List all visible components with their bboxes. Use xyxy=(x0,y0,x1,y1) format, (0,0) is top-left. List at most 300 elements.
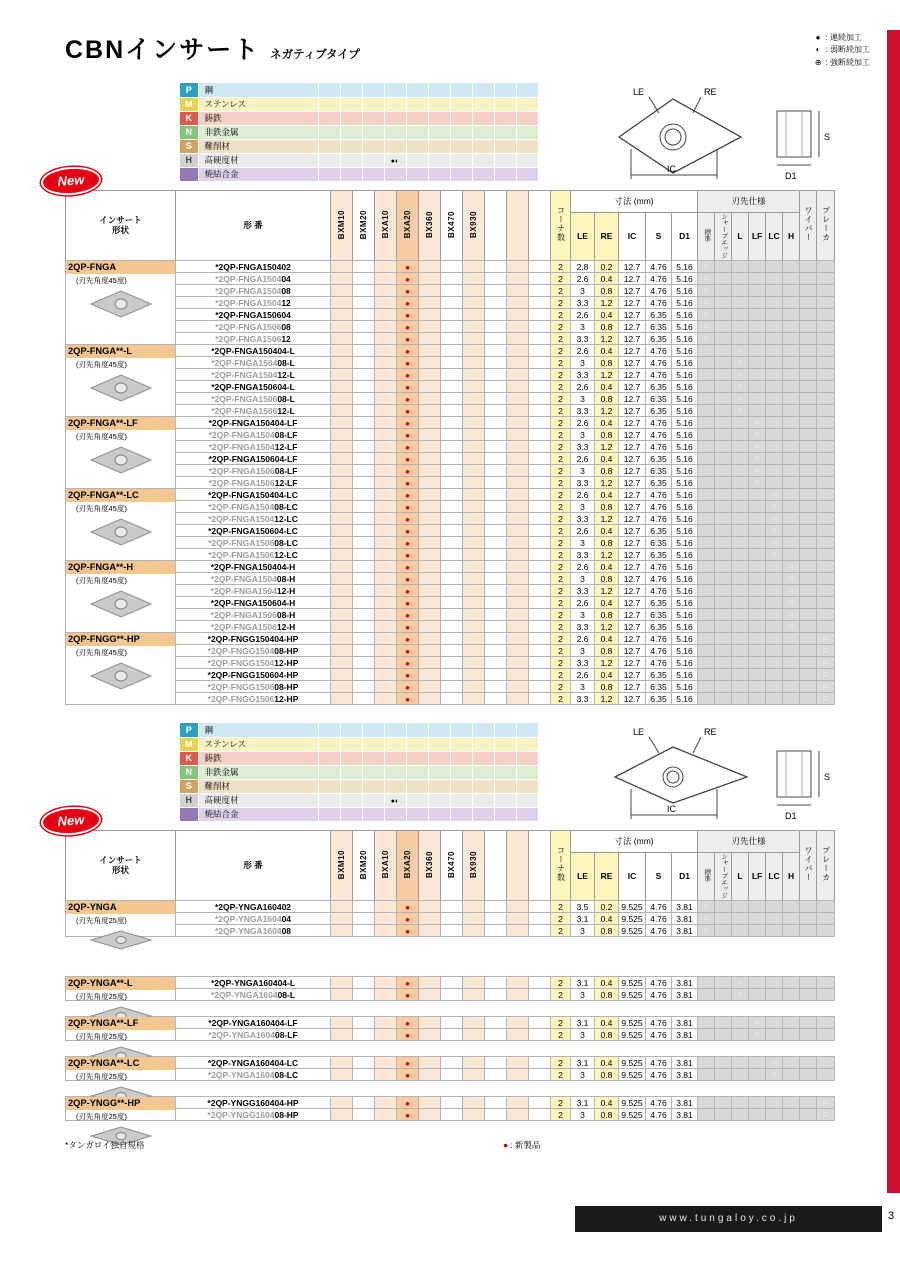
table-row xyxy=(66,441,835,453)
col-header-sharp-edge: シャープエッジ xyxy=(715,212,732,261)
dim-le: 3 xyxy=(571,357,595,369)
part-number: *2QP-FNGA150412 xyxy=(176,297,331,309)
new-product-dot-icon: ● xyxy=(405,1110,410,1120)
dim-le: 3 xyxy=(571,1069,595,1081)
table-row xyxy=(66,1017,835,1029)
dim-le: 2.6 xyxy=(571,525,595,537)
corner-count: 2 xyxy=(551,525,571,537)
group-angle-note: (刃先角度45度) xyxy=(76,648,127,658)
dim-s: 4.76 xyxy=(646,633,672,645)
col-header-grade xyxy=(529,830,551,901)
new-product-dot-icon: ● xyxy=(405,346,410,356)
corner-count: 2 xyxy=(551,669,571,681)
dim-d1: 3.81 xyxy=(672,1097,698,1109)
corner-count: 2 xyxy=(551,681,571,693)
table-row xyxy=(66,1029,835,1041)
dim-s: 6.35 xyxy=(646,453,672,465)
spec-circle-icon: ○ xyxy=(737,989,743,1001)
corner-count: 2 xyxy=(551,333,571,345)
dim-s: 4.76 xyxy=(646,977,672,989)
corner-count: 2 xyxy=(551,657,571,669)
dim-d1: 5.16 xyxy=(672,693,698,705)
table-row xyxy=(66,621,835,633)
machining-legend-item: ◐ : 弱断続加工 xyxy=(813,44,870,56)
part-number: *2QP-FNGA150612-LC xyxy=(176,549,331,561)
dim-s: 4.76 xyxy=(646,585,672,597)
dim-d1: 5.16 xyxy=(672,441,698,453)
col-header-grade: BX470 xyxy=(441,190,463,261)
new-product-dot-icon: ● xyxy=(405,262,410,272)
spec-circle-icon: ○ xyxy=(737,405,743,417)
new-product-dot-icon: ● xyxy=(405,274,410,284)
new-product-dot-icon: ● xyxy=(405,298,410,308)
part-number: *2QP-FNGA150412-LC xyxy=(176,513,331,525)
dim-ic: 12.7 xyxy=(619,633,646,645)
dim-d1: 5.16 xyxy=(672,537,698,549)
insert-photo-svg xyxy=(89,289,153,319)
insert-group-table xyxy=(65,344,835,417)
dim-ic: 12.7 xyxy=(619,273,646,285)
dim-ic: 12.7 xyxy=(619,513,646,525)
part-number: *2QP-FNGG150604-HP xyxy=(176,669,331,681)
insert-group-table xyxy=(65,632,835,705)
group-angle-note: (刃先角度45度) xyxy=(76,504,127,514)
dim-re: 0.4 xyxy=(595,345,619,357)
dim-d1: 3.81 xyxy=(672,1017,698,1029)
spec-circle-icon: ○ xyxy=(788,597,794,609)
spec-circle-icon: ○ xyxy=(788,621,794,633)
group-angle-note: (刃先角度45度) xyxy=(76,276,127,286)
corner-count: 2 xyxy=(551,989,571,1001)
part-number: *2QP-YNGA160404 xyxy=(176,913,331,925)
dim-s: 4.76 xyxy=(646,273,672,285)
dim-s: 4.76 xyxy=(646,645,672,657)
new-product-dot-icon: ● xyxy=(405,514,410,524)
corner-count: 2 xyxy=(551,561,571,573)
material-code-badge: N xyxy=(180,125,198,139)
dim-ic: 9.525 xyxy=(619,913,646,925)
dim-s: 4.76 xyxy=(646,1057,672,1069)
dim-d1: 5.16 xyxy=(672,669,698,681)
table-row xyxy=(66,989,835,1001)
material-label: 非鉄金属 xyxy=(198,765,318,779)
dim-re: 0.4 xyxy=(595,525,619,537)
machining-symbol-icon: ● xyxy=(815,33,821,42)
table-row xyxy=(66,1097,835,1109)
material-row xyxy=(180,737,538,751)
new-product-dot-icon: ● xyxy=(405,574,410,584)
dim-s: 4.76 xyxy=(646,489,672,501)
group-name: 2QP-FNGA xyxy=(66,261,175,274)
spec-circle-icon: ○ xyxy=(771,1069,777,1081)
table-row xyxy=(66,1057,835,1069)
new-product-dot-icon: ● xyxy=(405,1098,410,1108)
dim-s: 4.76 xyxy=(646,573,672,585)
dim-re: 0.8 xyxy=(595,925,619,937)
dim-re: 0.4 xyxy=(595,633,619,645)
machining-marks: ●◐ xyxy=(390,158,400,166)
group-name: 2QP-FNGA**-LC xyxy=(66,489,175,502)
material-code-badge: K xyxy=(180,751,198,765)
dim-d1: 5.16 xyxy=(672,681,698,693)
dim-ic: 12.7 xyxy=(619,393,646,405)
insert-photo-svg xyxy=(89,589,153,619)
spec-circle-icon: ○ xyxy=(703,901,709,913)
new-product-dot-icon: ● xyxy=(405,286,410,296)
corner-count: 2 xyxy=(551,609,571,621)
footnote: *タンガロイ独自規格 xyxy=(65,1140,145,1151)
material-label: ステンレス xyxy=(198,737,318,751)
dim-le: 3 xyxy=(571,1109,595,1121)
corner-count: 2 xyxy=(551,381,571,393)
insert-group-table xyxy=(65,1096,835,1121)
dim-s: 4.76 xyxy=(646,1029,672,1041)
dim-s: 6.35 xyxy=(646,477,672,489)
group-name: 2QP-YNGA**-LC xyxy=(66,1057,175,1070)
dim-ic: 12.7 xyxy=(619,525,646,537)
part-number: *2QP-FNGG150404-HP xyxy=(176,633,331,645)
col-header-dim: IC xyxy=(619,212,646,261)
corner-count: 2 xyxy=(551,429,571,441)
dim-re: 0.8 xyxy=(595,501,619,513)
dim-le: 3 xyxy=(571,681,595,693)
col-header-grade: BXM20 xyxy=(353,190,375,261)
spec-circle-icon: ○ xyxy=(822,681,829,693)
insert-shape-cell xyxy=(66,1017,176,1041)
corner-count: 2 xyxy=(551,1029,571,1041)
insert-photo-svg xyxy=(89,661,153,691)
dim-s: 4.76 xyxy=(646,513,672,525)
dim-s: 4.76 xyxy=(646,261,672,273)
dim-le: 2.8 xyxy=(571,261,595,273)
part-number: *2QP-YNGG160404-HP xyxy=(176,1097,331,1109)
section-ynga-inserts xyxy=(57,723,837,1122)
corner-count: 2 xyxy=(551,297,571,309)
dim-le: 3 xyxy=(571,1029,595,1041)
dim-ic: 12.7 xyxy=(619,501,646,513)
corner-count: 2 xyxy=(551,477,571,489)
table-row xyxy=(66,913,835,925)
dim-ic: 12.7 xyxy=(619,357,646,369)
corner-count: 2 xyxy=(551,633,571,645)
insert-photo xyxy=(66,373,175,405)
dim-re: 0.8 xyxy=(595,573,619,585)
dim-le: 3.1 xyxy=(571,913,595,925)
insert-shape-cell xyxy=(66,561,176,633)
spec-circle-icon: ○ xyxy=(822,657,829,669)
table-row xyxy=(66,561,835,573)
group-angle-note: (刃先角度45度) xyxy=(76,576,127,586)
material-code-badge: P xyxy=(180,83,198,97)
corner-count: 2 xyxy=(551,1069,571,1081)
material-label: 鋼 xyxy=(198,723,318,737)
dim-le: 3 xyxy=(571,501,595,513)
dim-le: 3.3 xyxy=(571,333,595,345)
part-number: *2QP-YNGA160408 xyxy=(176,925,331,937)
col-header-dim: IC xyxy=(619,852,646,901)
insert-shape-cell xyxy=(66,1097,176,1121)
dim-s: 4.76 xyxy=(646,913,672,925)
spec-circle-icon: ○ xyxy=(822,645,829,657)
spec-circle-icon: ○ xyxy=(703,261,709,273)
dim-s: 4.76 xyxy=(646,369,672,381)
spec-circle-icon: ○ xyxy=(788,561,794,573)
dim-d1: 5.16 xyxy=(672,297,698,309)
dim-re: 0.4 xyxy=(595,489,619,501)
dim-ic: 12.7 xyxy=(619,621,646,633)
insert-shape-cell xyxy=(66,1057,176,1081)
new-product-dot-icon: ● xyxy=(405,454,410,464)
material-code-badge: M xyxy=(180,737,198,751)
insert-shape-cell xyxy=(66,901,176,937)
new-product-dot-icon: ● xyxy=(405,478,410,488)
part-number: *2QP-FNGA150604-LC xyxy=(176,525,331,537)
insert-group-table xyxy=(65,416,835,489)
table-row xyxy=(66,285,835,297)
col-header-spec: L xyxy=(732,852,749,901)
dim-s: 6.35 xyxy=(646,309,672,321)
corner-count: 2 xyxy=(551,513,571,525)
dim-le: 2.6 xyxy=(571,597,595,609)
material-label: 鋳鉄 xyxy=(198,111,318,125)
corner-count: 2 xyxy=(551,405,571,417)
corner-count: 2 xyxy=(551,597,571,609)
corner-count: 2 xyxy=(551,645,571,657)
part-number: *2QP-FNGA150604-LF xyxy=(176,453,331,465)
dim-s: 6.35 xyxy=(646,333,672,345)
dim-d1: 5.16 xyxy=(672,597,698,609)
dim-re: 1.2 xyxy=(595,513,619,525)
part-number: *2QP-FNGG150612-HP xyxy=(176,693,331,705)
corner-count: 2 xyxy=(551,321,571,333)
corner-count: 2 xyxy=(551,1097,571,1109)
new-product-dot-icon: ● xyxy=(405,466,410,476)
part-number: *2QP-FNGA150612-L xyxy=(176,405,331,417)
spec-circle-icon: ○ xyxy=(788,573,794,585)
spec-circle-icon: ○ xyxy=(703,333,709,345)
part-number: *2QP-YNGA160402 xyxy=(176,901,331,913)
col-header-sharp-edge: シャープエッジ xyxy=(715,852,732,901)
col-header-shape: インサート 形状 xyxy=(66,190,176,261)
dim-s: 4.76 xyxy=(646,1109,672,1121)
insert-photo xyxy=(66,661,175,693)
dim-s: 6.35 xyxy=(646,381,672,393)
dim-ic: 12.7 xyxy=(619,609,646,621)
col-header-grade: BX470 xyxy=(441,830,463,901)
material-row xyxy=(180,153,538,167)
table-row xyxy=(66,609,835,621)
new-product-dot-icon: ● xyxy=(405,490,410,500)
table-row xyxy=(66,977,835,989)
insert-photo xyxy=(66,289,175,321)
insert-group-table xyxy=(65,260,835,345)
material-label: 焼結合金 xyxy=(198,807,318,821)
corner-count: 2 xyxy=(551,489,571,501)
table-row xyxy=(66,345,835,357)
col-header-dim: D1 xyxy=(672,212,698,261)
table-row xyxy=(66,381,835,393)
new-product-dot-icon: ● xyxy=(405,502,410,512)
table-header xyxy=(65,830,835,902)
dim-le: 2.6 xyxy=(571,489,595,501)
dim-d1: 5.16 xyxy=(672,321,698,333)
dim-ic: 9.525 xyxy=(619,977,646,989)
part-number: *2QP-FNGA150408-LF xyxy=(176,429,331,441)
dim-s: 4.76 xyxy=(646,357,672,369)
table-row xyxy=(66,309,835,321)
dim-s: 4.76 xyxy=(646,345,672,357)
dim-d1: 3.81 xyxy=(672,1069,698,1081)
table-row xyxy=(66,525,835,537)
material-label: 高硬度材 xyxy=(198,153,318,167)
dim-re: 1.2 xyxy=(595,297,619,309)
new-product-dot-icon: ● xyxy=(405,394,410,404)
table-row xyxy=(66,273,835,285)
col-header-wiper: ワイパー xyxy=(800,190,817,261)
machining-type-legend xyxy=(813,32,870,69)
dim-re: 0.4 xyxy=(595,977,619,989)
spec-circle-icon: ○ xyxy=(703,285,709,297)
new-product-dot-icon: ● xyxy=(405,622,410,632)
table-row xyxy=(66,1109,835,1121)
dim-le: 3 xyxy=(571,537,595,549)
corner-count: 2 xyxy=(551,357,571,369)
dim-le: 3.1 xyxy=(571,977,595,989)
col-header-spec: L xyxy=(732,212,749,261)
group-angle-note: (刃先角度25度) xyxy=(76,1112,127,1122)
part-number: *2QP-YNGA160408-LF xyxy=(176,1029,331,1041)
dim-le: 3.5 xyxy=(571,901,595,913)
table-row xyxy=(66,357,835,369)
corner-count: 2 xyxy=(551,465,571,477)
col-header-grade: BX360 xyxy=(419,830,441,901)
material-row xyxy=(180,793,538,807)
col-header-standard: 標準 xyxy=(698,212,715,261)
col-header-standard: 標準 xyxy=(698,852,715,901)
part-number: *2QP-FNGG150408-HP xyxy=(176,645,331,657)
new-product-dot-icon: ● xyxy=(405,1018,410,1028)
insert-photo-svg xyxy=(89,517,153,547)
new-product-dot-icon: ● xyxy=(405,562,410,572)
dim-s: 6.35 xyxy=(646,681,672,693)
dim-le: 3.3 xyxy=(571,513,595,525)
page-title: CBNインサート xyxy=(65,36,261,64)
dim-ic: 12.7 xyxy=(619,681,646,693)
dim-s: 6.35 xyxy=(646,393,672,405)
col-header-grade: BX360 xyxy=(419,190,441,261)
spec-circle-icon: ○ xyxy=(771,501,777,513)
col-header-spec: H xyxy=(783,212,800,261)
new-product-dot-icon: ● xyxy=(405,538,410,548)
table-row xyxy=(66,477,835,489)
dim-s: 6.35 xyxy=(646,465,672,477)
part-number: *2QP-FNGA150402 xyxy=(176,261,331,273)
col-header-grade xyxy=(485,190,507,261)
insert-photo-svg xyxy=(89,373,153,403)
group-name: 2QP-YNGA**-L xyxy=(66,977,175,990)
dim-ic: 12.7 xyxy=(619,405,646,417)
part-number: *2QP-FNGA150612-LF xyxy=(176,477,331,489)
corner-count: 2 xyxy=(551,1057,571,1069)
svg-text:IC: IC xyxy=(667,804,676,815)
col-header-dim: RE xyxy=(595,212,619,261)
machining-legend-item: ⊕ : 強断続加工 xyxy=(813,57,870,69)
new-product-dot-icon: ● xyxy=(503,1140,509,1151)
dim-re: 0.8 xyxy=(595,1029,619,1041)
dim-d1: 5.16 xyxy=(672,405,698,417)
dim-d1: 5.16 xyxy=(672,453,698,465)
part-number: *2QP-YNGG160408-HP xyxy=(176,1109,331,1121)
part-number: *2QP-FNGA150404-L xyxy=(176,345,331,357)
dim-d1: 5.16 xyxy=(672,393,698,405)
dim-d1: 5.16 xyxy=(672,261,698,273)
insert-dimension-diagram xyxy=(607,723,862,823)
corner-count: 2 xyxy=(551,925,571,937)
col-header-dim: LE xyxy=(571,852,595,901)
spec-circle-icon: ○ xyxy=(737,393,743,405)
dim-re: 0.8 xyxy=(595,989,619,1001)
spec-circle-icon: ○ xyxy=(703,321,709,333)
spec-circle-icon: ○ xyxy=(737,357,743,369)
dim-ic: 12.7 xyxy=(619,669,646,681)
table-row xyxy=(66,657,835,669)
material-row xyxy=(180,83,538,97)
dim-le: 3 xyxy=(571,925,595,937)
insert-group-table xyxy=(65,1016,835,1041)
dim-ic: 12.7 xyxy=(619,429,646,441)
dim-re: 0.4 xyxy=(595,309,619,321)
corner-count: 2 xyxy=(551,309,571,321)
col-header-grade: BXM10 xyxy=(331,190,353,261)
col-header-dim: RE xyxy=(595,852,619,901)
part-number: *2QP-FNGA150604-L xyxy=(176,381,331,393)
group-angle-note: (刃先角度45度) xyxy=(76,360,127,370)
material-label: 非鉄金属 xyxy=(198,125,318,139)
dim-re: 0.8 xyxy=(595,681,619,693)
new-product-dot-icon: ● xyxy=(405,586,410,596)
new-product-dot-icon: ● xyxy=(405,646,410,656)
spec-circle-icon: ○ xyxy=(737,977,743,989)
corner-count: 2 xyxy=(551,273,571,285)
insert-group-table xyxy=(65,488,835,561)
insert-shape-cell xyxy=(66,417,176,489)
dim-d1: 5.16 xyxy=(672,489,698,501)
dim-le: 3.3 xyxy=(571,621,595,633)
corner-count: 2 xyxy=(551,621,571,633)
dim-ic: 12.7 xyxy=(619,381,646,393)
corner-count: 2 xyxy=(551,1109,571,1121)
svg-text:S: S xyxy=(824,772,831,783)
dim-s: 4.76 xyxy=(646,501,672,513)
dim-ic: 12.7 xyxy=(619,657,646,669)
spec-circle-icon: ○ xyxy=(771,525,777,537)
dim-s: 6.35 xyxy=(646,669,672,681)
dim-d1: 3.81 xyxy=(672,913,698,925)
spec-circle-icon: ○ xyxy=(754,1029,760,1041)
material-row xyxy=(180,125,538,139)
dim-s: 6.35 xyxy=(646,609,672,621)
col-header-dim: D1 xyxy=(672,852,698,901)
corner-count: 2 xyxy=(551,901,571,913)
dim-d1: 5.16 xyxy=(672,513,698,525)
dim-le: 3 xyxy=(571,609,595,621)
dim-ic: 12.7 xyxy=(619,537,646,549)
svg-text:LE: LE xyxy=(633,727,645,738)
dim-s: 4.76 xyxy=(646,901,672,913)
new-product-dot-icon: ● xyxy=(405,430,410,440)
dim-d1: 5.16 xyxy=(672,357,698,369)
dim-ic: 9.525 xyxy=(619,1097,646,1109)
